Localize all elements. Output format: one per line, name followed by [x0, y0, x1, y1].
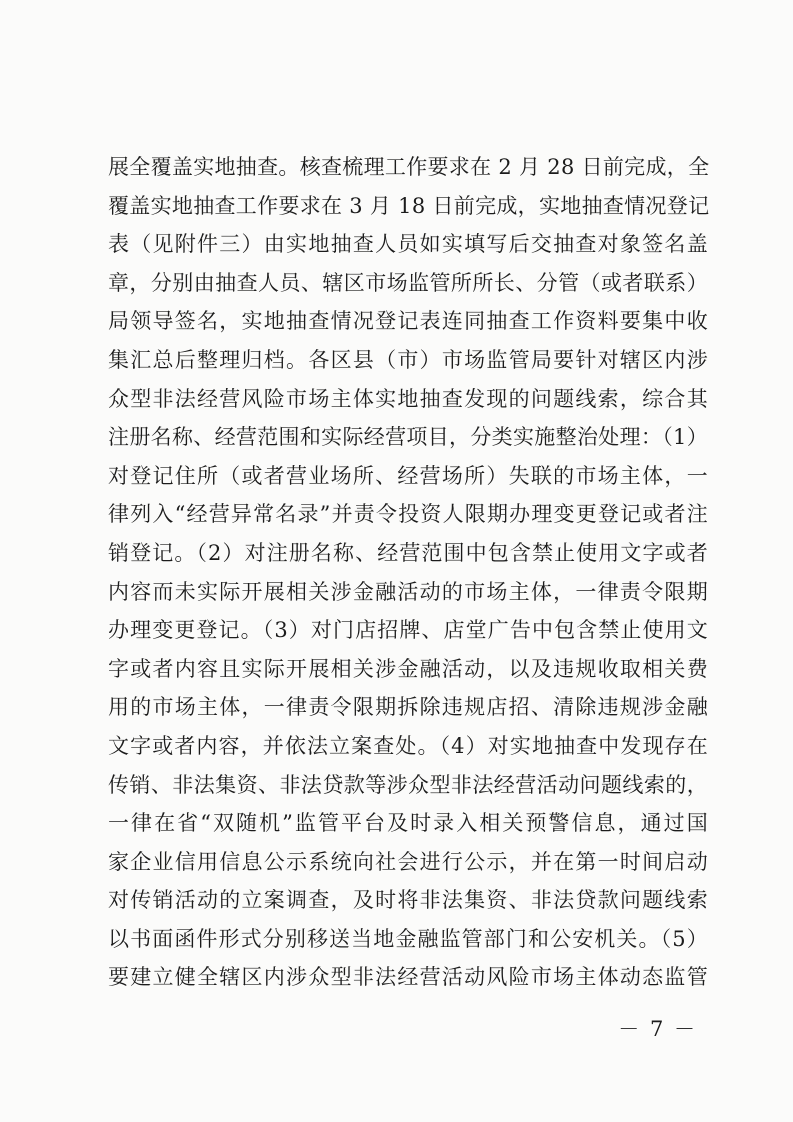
text-line: 局领导签名，实地抽查情况登记表连同抽查工作资料要集中收	[108, 309, 708, 334]
text-line: 用的市场主体，一律责令限期拆除违规店招、清除违规涉金融	[108, 695, 708, 720]
text-line: 以书面函件形式分别移送当地金融监管部门和公安机关。（5）	[108, 926, 708, 951]
text-line: 集汇总后整理归档。各区县（市）市场监管局要针对辖区内涉	[108, 347, 708, 372]
text-line: 注册名称、经营范围和实际经营项目，分类实施整治处理：（1）	[108, 425, 708, 450]
text-line: 对登记住所（或者营业场所、经营场所）失联的市场主体，一	[108, 463, 708, 488]
text-line: 字或者内容且实际开展相关涉金融活动，以及违规收取相关费	[108, 656, 708, 681]
text-line: 表（见附件三）由实地抽查人员如实填写后交抽查对象签名盖	[108, 232, 708, 257]
text-line: 传销、非法集资、非法贷款等涉众型非法经营活动问题线索的，	[108, 772, 708, 797]
text-line: 家企业信用信息公示系统向社会进行公示，并在第一时间启动	[108, 849, 708, 874]
text-line: 章，分别由抽查人员、辖区市场监管所所长、分管（或者联系）	[108, 270, 708, 295]
text-line: 文字或者内容，并依法立案查处。（4）对实地抽查中发现存在	[108, 733, 708, 758]
text-line: 覆盖实地抽查工作要求在 3 月 18 日前完成，实地抽查情况登记	[108, 193, 710, 218]
text-line: 销登记。（2）对注册名称、经营范围中包含禁止使用文字或者	[108, 540, 708, 565]
text-line: 对传销活动的立案调查，及时将非法集资、非法贷款问题线索	[108, 888, 708, 913]
body-text	[108, 148, 708, 997]
text-line: 众型非法经营风险市场主体实地抽查发现的问题线索，综合其	[108, 386, 708, 411]
text-line: 展全覆盖实地抽查。核查梳理工作要求在 2 月 28 日前完成，全	[108, 155, 710, 179]
text-line: 一律在省“双随机”监管平台及时录入相关预警信息，通过国	[108, 811, 708, 836]
text-line: 内容而未实际开展相关涉金融活动的市场主体，一律责令限期	[108, 579, 708, 604]
text-line: 律列入“经营异常名录”并责令投资人限期办理变更登记或者注	[108, 502, 708, 527]
text-line: 办理变更登记。（3）对门店招牌、店堂广告中包含禁止使用文	[108, 618, 708, 643]
text-line: 要建立健全辖区内涉众型非法经营活动风险市场主体动态监管	[108, 965, 708, 990]
page-number: － 7 －	[618, 1017, 697, 1041]
